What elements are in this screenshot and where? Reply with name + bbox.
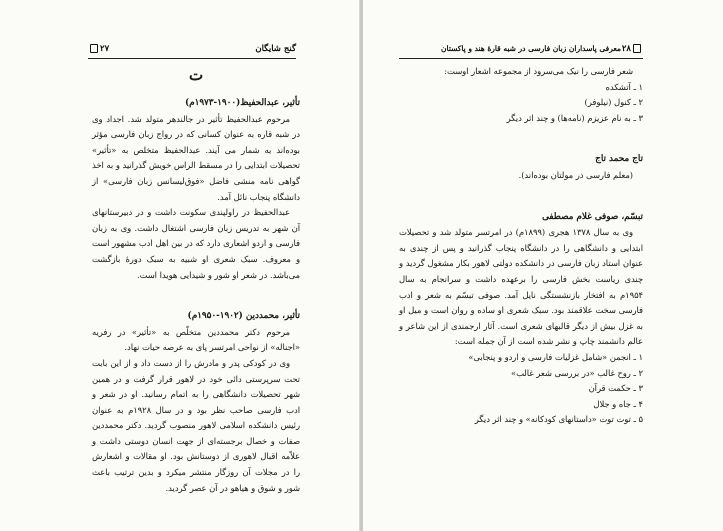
entry-paragraph: مرحوم دکتر محمددین متخلّص به «تأثیر» در رفریه «اجناله» از نواحی امرتسر پای به عرصه حیات نهاد. (92, 326, 300, 353)
entry-paragraph: مرحوم عبدالحفیظ تأثیر در جالندهر متولد شد. اجداد وی در شبه قاره به عنوان کسانی که در رواج زبان فارسی مؤثر بوده‌اند به شمار می آیند. عبدالحفیظ متخلص به «تأثیر» تحصیلات ابتدایی را در مسقط الراس خویش گذرانید و به اخذ گواهی نامه منشی فاضل «فوق‌لیسانس زبان فارسی» از دانشگاه پنجاب نائل آمد. (92, 113, 300, 202)
list-item: ۴ ـ جاه و جلال (593, 398, 643, 409)
left-running-header (88, 44, 296, 59)
entry-heading: تبسّم، صوفی غلام مصطفی (541, 211, 643, 222)
entry-paragraph: وی در کودکی پدر و مادرش را از دست داد و از این بابت تحت سرپرستی دائی خود در لاهور قرار گرفت و در همین شهر تحصیلات دانشگاهی را به اتمام رسانید. او در شعر و ادب فارسی صاحب نظر بود و در سال ۱۹۲۸م به عنوان رئیس دانشکده اسلامی لاهور منصوب گردید. دکتر محمددین صفات و خصال برجسته‌ای از جهت انسان دوستی داشت و علاّمه اقبال لاهوری از دوستانش بود. او مقالات و اشعارش را در مجلات آن روزگار منتشر میکرد و بدین ترتیب باعث شور و شوق و هیاهو در آن عصر گردید. (92, 357, 300, 493)
works-list (399, 350, 643, 428)
left-page-number-text: ۲۷ (100, 44, 110, 54)
list-item: ۲ ـ کنول (نیلوفر) (584, 97, 643, 108)
left-page-body (92, 64, 300, 496)
entry-heading: تاج محمد تاج (595, 154, 643, 165)
right-page-number-text: ۲۸ (621, 44, 631, 54)
list-item: ۵ ـ توت توت «داستانهای کودکانه» و چند اثر دیگر (474, 414, 643, 425)
list-item: ۳ ـ به نام عزیزم (نامه‌ها) و چند اثر دیگر (506, 112, 643, 123)
intro-paragraph: شعر فارسی را نیک می‌سرود از مجموعه اشعار اوست: (444, 66, 633, 76)
page-marker-icon (633, 44, 641, 53)
right-page-number (622, 44, 643, 54)
entry-paragraph: عبدالحفیظ در راولپندی سکونت داشت و در دبیرستانهای آن شهر به تدریس زبان فارسی اشتغال داشت. وی به زبان فارسی و اردو اشعاری دارد که در بین اهل ادب مشهور است و معروف. سبک شعری او شبیه به سبک دورهٔ بازگشت می‌باشد. در شعر او شور و شیدایی هویدا است. (92, 207, 300, 280)
list-item: ۳ ـ حکمت قرآن (588, 383, 643, 394)
section-letter: ت (188, 66, 204, 84)
right-page-body (399, 64, 643, 428)
entry-heading: تأثیر، محمددین (۱۹۰۲-۱۹۵۰م) (187, 311, 300, 322)
page-marker-icon (90, 44, 98, 53)
entry-paragraph: وی به سال ۱۳۷۸ هجری (۱۸۹۹م) در امرتسر متولد شد و تحصیلات ابتدایی و دانشگاهی را در دانشگاه پنجاب گذرانید و پس از چندی به عنوان استاد زبان فارسی در دانشکده دولتی لاهور بکار مشغول گردید و چندی ریاست بخش فارسی را برعهده داشت و سرانجام به سال ۱۹۵۴م به افتخار بازنشستگی نایل آمد. صوفی تبسّم به شعر و ادب فارسی سخت علاقمند بود. سبک شعری او ساده و روان است و میل او به غزل بیش از دیگر قالبهای شعری است. آثار ارجمندی از این شاعر و عالم دانشمند چاپ و نشر شده است از آن جمله است: (399, 227, 643, 347)
left-page (0, 0, 360, 531)
entry-paragraph: (معلم فارسی در مولتان بوده‌اند). (518, 169, 633, 180)
right-running-header (399, 44, 643, 59)
intro-list (399, 80, 643, 127)
right-page (363, 0, 723, 531)
list-item: ۱ ـ انجمن «شامل غزلیات فارسی و اردو و پنجابی» (468, 351, 643, 362)
right-running-title: معرفی پاسداران زبان فارسی در شبه قارهٔ هند و پاکستان (441, 44, 621, 53)
list-item: ۱ ـ آتشکده (605, 81, 643, 92)
left-running-title: گنج شایگان (255, 44, 296, 54)
entry-heading: تأثیر، عبدالحفیظ(۱۹۰۰-۱۹۷۳م) (184, 98, 300, 108)
list-item: ۲ ـ روح غالب «در بررسی شعر غالب» (511, 367, 643, 378)
left-page-number (88, 44, 109, 54)
